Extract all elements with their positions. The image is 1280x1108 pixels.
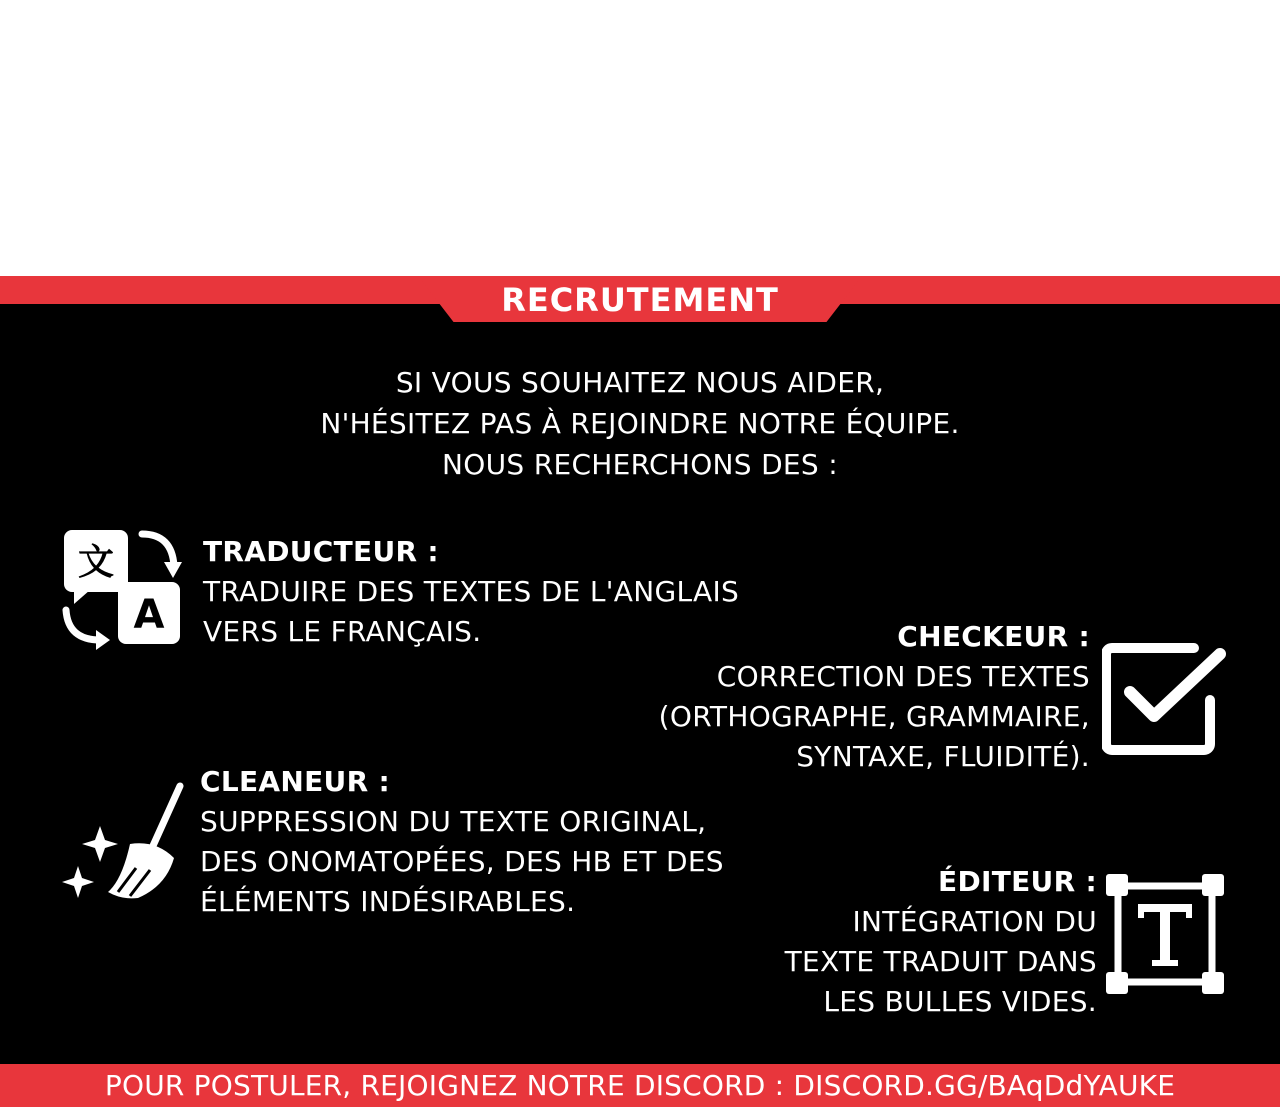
broom-sparkle-icon: [60, 782, 186, 908]
blank-area: [0, 0, 1280, 276]
text-box-icon: [1104, 872, 1226, 996]
role-line: INTÉGRATION DU: [852, 905, 1097, 938]
role-line: SYNTAXE, FLUIDITÉ).: [796, 740, 1090, 773]
role-title: TRADUCTEUR :: [203, 535, 439, 568]
role-line: ÉLÉMENTS INDÉSIRABLES.: [200, 885, 576, 918]
intro-line: SI VOUS SOUHAITEZ NOUS AIDER,: [395, 366, 885, 399]
recruitment-banner: [0, 276, 1280, 1107]
role-line: TEXTE TRADUIT DANS: [784, 945, 1097, 978]
svg-text:A: A: [133, 592, 165, 638]
role-line: SUPPRESSION DU TEXTE ORIGINAL,: [200, 805, 707, 838]
banner-title: RECRUTEMENT: [501, 281, 779, 319]
intro-line: NOUS RECHERCHONS DES :: [442, 448, 838, 481]
role-editeur: [620, 862, 1097, 1022]
role-line: VERS LE FRANÇAIS.: [203, 615, 482, 648]
role-title: CHECKEUR :: [897, 620, 1090, 653]
translate-icon: [60, 526, 184, 650]
footer-bar: [0, 1064, 1280, 1107]
role-line: TRADUIRE DES TEXTES DE L'ANGLAIS: [203, 575, 740, 608]
intro-line: N'HÉSITEZ PAS À REJOINDRE NOTRE ÉQUIPE.: [320, 407, 960, 440]
role-title: CLEANEUR :: [200, 765, 390, 798]
role-checkeur: [580, 617, 1090, 777]
checkbox-icon: [1102, 640, 1228, 756]
role-title: ÉDITEUR :: [938, 865, 1097, 898]
role-line: (ORTHOGRAPHE, GRAMMAIRE,: [658, 700, 1090, 733]
intro-text: [240, 362, 1040, 485]
role-line: CORRECTION DES TEXTES: [716, 660, 1090, 693]
role-line: LES BULLES VIDES.: [823, 985, 1097, 1018]
svg-text:文: 文: [77, 542, 115, 583]
role-line: DES ONOMATOPÉES, DES HB ET DES: [200, 845, 724, 878]
discord-invite-text: POUR POSTULER, REJOIGNEZ NOTRE DISCORD : DISCORD.GG/BAqDdYAUKE: [104, 1069, 1176, 1102]
